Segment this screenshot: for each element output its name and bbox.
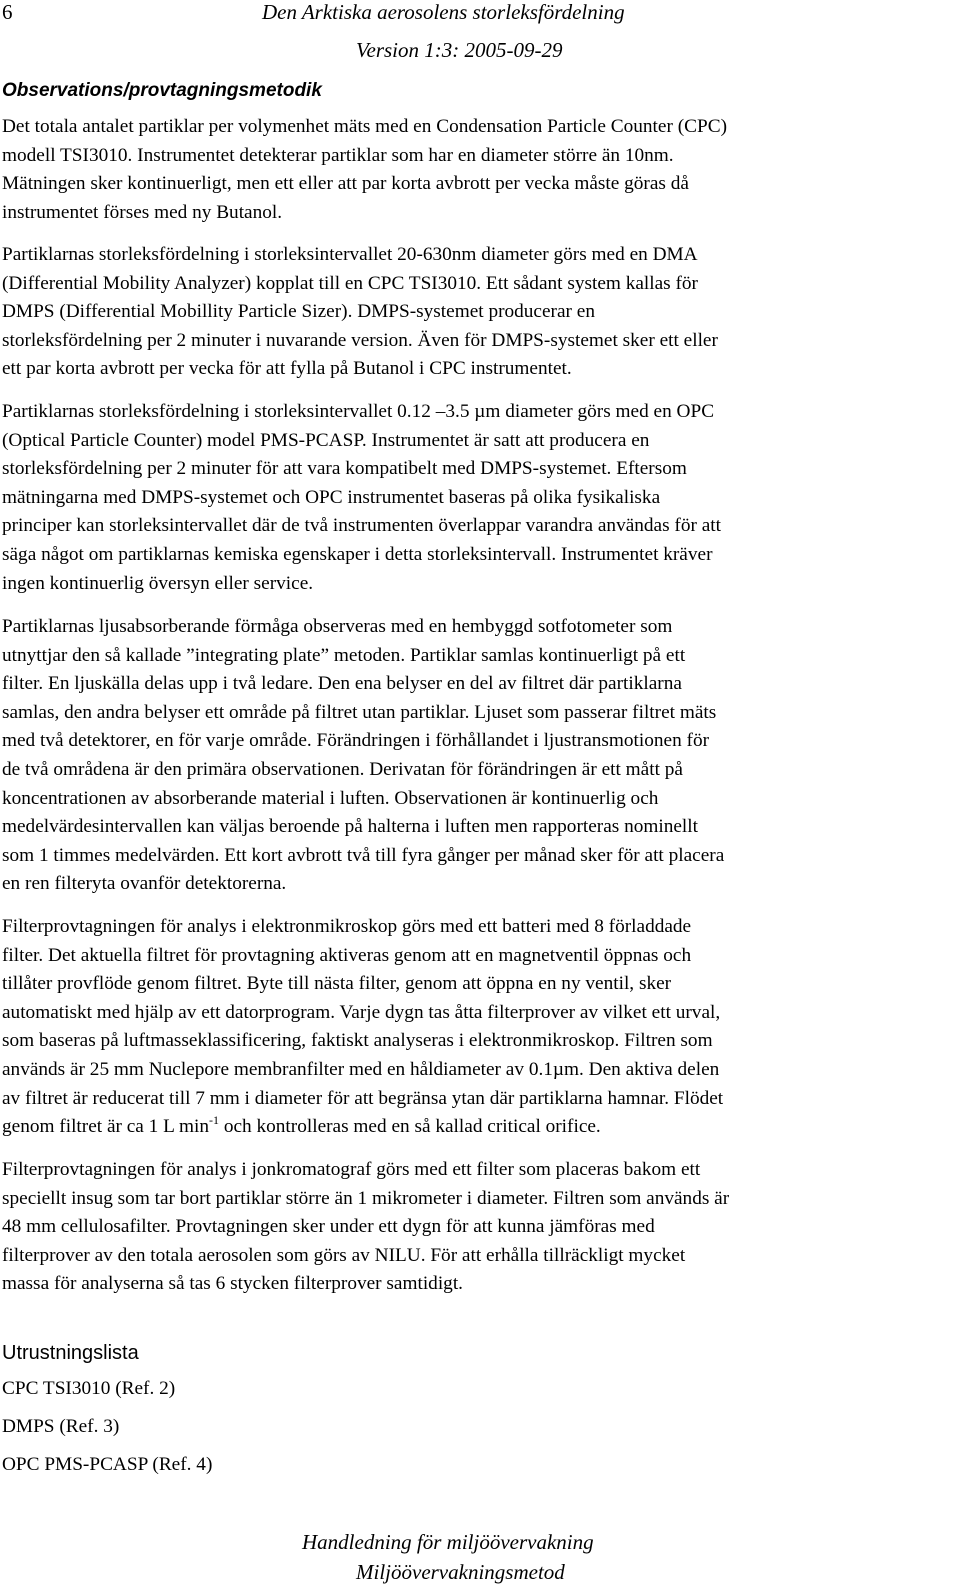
paragraph-line: Det totala antalet partiklar per volymenhet mäts med en Condensation Particle Counter (CPC) — [2, 116, 727, 137]
paragraph-line: massa för analyserna så tas 6 stycken filterprover samtidigt. — [2, 1273, 463, 1295]
paragraph-line: samlas, den andra belyser ett område på filtret utan partiklar. Ljuset som passerar filtret mäts — [2, 701, 717, 723]
paragraph-line: en ren filteryta ovanför detektorerna. — [2, 873, 287, 895]
paragraph-line: Mätningen sker kontinuerligt, men ett eller att par korta avbrott per vecka måste göras då — [2, 173, 689, 195]
paragraph-line: de två områdena är den primära observationen. Derivatan för förändringen är ett mått på — [2, 758, 683, 780]
paragraph-line: utnyttjar den så kallade ”integrating plate” metoden. Partiklar samlas kontinuerligt på ett — [2, 644, 686, 666]
paragraph-line: filterprover av den totala aerosolen som görs av NILU. För att erhålla tillräckligt mycket — [2, 1244, 686, 1266]
paragraph-line: Partiklarnas ljusabsorberande förmåga observeras med en hembyggd sotfotometer som — [2, 616, 673, 637]
paragraph-line: storleksfördelning per 2 minuter för att vara kompatibelt med DMPS-systemet. Eftersom — [2, 458, 687, 480]
paragraph-line: medelvärdesintervallen kan väljas beroende på halterna i luften men rapporteras nominellt — [2, 816, 698, 838]
equipment-list-title: Utrustningslista — [2, 1342, 139, 1364]
paragraph-line: filter. En ljuskälla delas upp i två ledare. Den ena belyser en del av filtret där partiklarna — [2, 673, 682, 695]
paragraph-line: som 1 timmes medelvärden. Ett kort avbrott två till fyra gånger per månad sker för att placera — [2, 844, 725, 866]
document-version: Version 1:3: 2005-09-29 — [356, 38, 563, 62]
paragraph-line: instrumentet förses med ny Butanol. — [2, 201, 283, 223]
footer-line-1: Handledning för miljöövervakning — [302, 1530, 594, 1554]
paragraph-line-with-superscript — [2, 1113, 952, 1142]
paragraph-soot-photometer — [2, 613, 952, 899]
footer-line-2: Miljöövervakningsmetod — [356, 1560, 565, 1584]
paragraph-line: tillåter provflöde genom filtret. Byte till nästa filter, genom att öppna en ny ventil, sker — [2, 973, 672, 995]
document-title: Den Arktiska aerosolens storleksfördelning — [262, 0, 625, 24]
paragraph-cpc — [2, 113, 952, 227]
paragraph-line: används är 25 mm Nuclepore membranfilter med en håldiameter av 0.1µm. Den aktiva delen — [2, 1058, 720, 1080]
paragraph-line: säga något om partiklarnas kemiska egenskaper i detta storleksintervall. Instrumentet kräver — [2, 543, 713, 565]
equipment-item: OPC PMS-PCASP (Ref. 4) — [2, 1454, 213, 1475]
paragraph-electron-microscope — [2, 913, 952, 1142]
paragraph-line: DMPS (Differential Mobillity Particle Sizer). DMPS-systemet producerar en — [2, 301, 595, 323]
paragraph-line: Filterprovtagningen för analys i jonkromatograf görs med ett filter som placeras bakom ett — [2, 1159, 701, 1180]
paragraph-line: 48 mm cellulosafilter. Provtagningen sker under ett dygn för att kunna jämföras med — [2, 1216, 655, 1238]
paragraph-line: ingen kontinuerlig översyn eller service. — [2, 572, 314, 594]
section-heading: Observations/provtagningsmetodik — [2, 80, 322, 101]
paragraph-ion-chromatograph — [2, 1156, 952, 1299]
paragraph-line: modell TSI3010. Instrumentet detekterar partiklar som har en diameter större än 10nm. — [2, 144, 674, 166]
paragraph-line: principer kan storleksintervallet där de två instrumenten överlappar varandra användas för att — [2, 515, 722, 537]
line-text: genom filtret är ca 1 L min — [2, 1116, 210, 1138]
paragraph-line: (Optical Particle Counter) model PMS-PCASP. Instrumentet är satt att producera en — [2, 429, 650, 451]
paragraph-line: koncentrationen av absorberande material i luften. Observationen är kontinuerlig och — [2, 787, 659, 809]
page-number: 6 — [2, 0, 13, 24]
paragraph-line: storleksfördelning per 2 minuter i nuvarande version. Även för DMPS-systemet sker ett eller — [2, 329, 718, 351]
paragraph-line: Partiklarnas storleksfördelning i storleksintervallet 20-630nm diameter görs med en DMA — [2, 244, 698, 265]
paragraph-line: som baseras på luftmasseklassificering, faktiskt analyseras i elektronmikroskop. Filtren som — [2, 1030, 713, 1052]
paragraph-dmps — [2, 241, 952, 384]
paragraph-line: filter. Det aktuella filtret för provtagning aktiveras genom att en magnetventil öppnas och — [2, 944, 692, 966]
paragraph-line: med två detektorer, en för varje område. Förändringen i förhållandet i ljustransmotionen för — [2, 730, 710, 752]
equipment-item: CPC TSI3010 (Ref. 2) — [2, 1378, 176, 1399]
paragraph-line: speciellt insug som tar bort partiklar större än 1 mikrometer i diameter. Filtren som används är — [2, 1187, 730, 1209]
line-text: och kontrolleras med en så kallad critical orifice. — [219, 1116, 601, 1138]
paragraph-line: (Differential Mobility Analyzer) kopplat till en CPC TSI3010. Ett sådant system kallas för — [2, 272, 698, 294]
equipment-item: DMPS (Ref. 3) — [2, 1416, 120, 1437]
paragraph-opc — [2, 398, 952, 598]
paragraph-line: Partiklarnas storleksfördelning i storleksintervallet 0.12 –3.5 µm diameter görs med en OPC — [2, 401, 715, 422]
paragraph-line: av filtret är reducerat till 7 mm i diameter för att begränsa ytan där partiklarna hamnar. Flödet — [2, 1087, 724, 1109]
paragraph-line: automatiskt med hjälp av ett datorprogram. Varje dygn tas åtta filterprover av vilket ett urval, — [2, 1001, 721, 1023]
paragraph-line: mätningarna med DMPS-systemet och OPC instrumentet baseras på olika fysikaliska — [2, 486, 661, 508]
paragraph-line: Filterprovtagningen för analys i elektronmikroskop görs med ett batteri med 8 förladdade — [2, 916, 692, 937]
superscript: -1 — [209, 1113, 220, 1128]
paragraph-line: ett par korta avbrott per vecka för att fylla på Butanol i CPC instrumentet. — [2, 358, 572, 380]
